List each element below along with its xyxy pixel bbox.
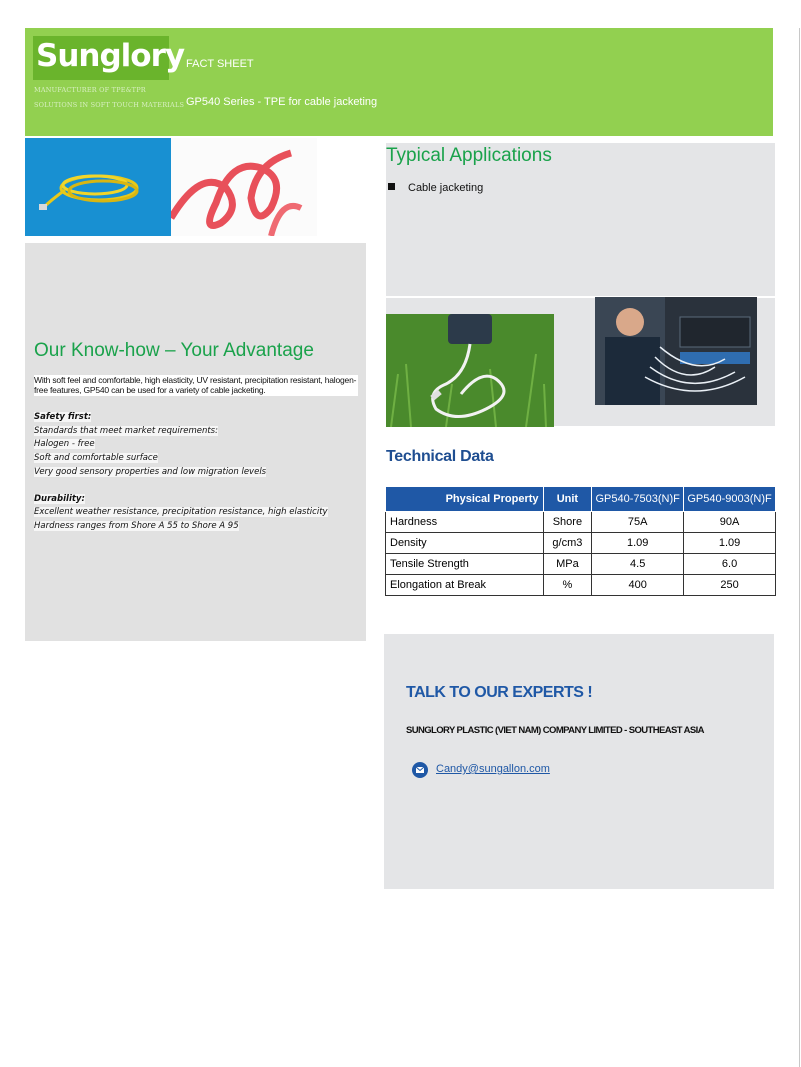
table-header-row xyxy=(386,487,776,512)
bullet-square xyxy=(388,183,395,190)
table-row xyxy=(386,575,776,596)
company-name: SUNGLORY PLASTIC (VIET NAM) COMPANY LIMITED - SOUTHEAST ASIA xyxy=(406,725,704,736)
technical-title: Technical Data xyxy=(386,448,494,465)
property-cell: Elongation at Break xyxy=(386,575,544,596)
safety-item: Very good sensory properties and low migration levels xyxy=(34,467,267,477)
value-cell: 75A xyxy=(592,512,684,533)
unit-cell: MPa xyxy=(543,554,592,575)
safety-item: Soft and comfortable surface xyxy=(34,453,158,463)
knowhow-intro: With soft feel and comfortable, high elasticity, UV resistant, precipitation resistant, halogen-free features, GP540 can be used for a variety of cable jacketing. xyxy=(34,375,357,395)
unit-cell: % xyxy=(543,575,592,596)
network-rack-photo xyxy=(595,297,757,405)
value-cell: 6.0 xyxy=(684,554,776,575)
value-cell: 4.5 xyxy=(592,554,684,575)
red-cable-photo xyxy=(171,138,317,236)
series-title: GP540 Series - TPE for cable jacketing xyxy=(186,96,378,108)
safety-item: Standards that meet market requirements: xyxy=(34,426,218,436)
value-cell: 90A xyxy=(684,512,776,533)
phone-charger-photo xyxy=(386,314,554,427)
email-link[interactable]: Candy@sungallon.com xyxy=(436,763,550,775)
column-header-grade-2: GP540-9003(N)F xyxy=(684,487,776,512)
table-row xyxy=(386,533,776,554)
tagline-2: SOLUTIONS IN SOFT TOUCH MATERIALS xyxy=(34,101,185,109)
unit-cell: g/cm3 xyxy=(543,533,592,554)
technical-table xyxy=(385,486,776,596)
property-cell: Tensile Strength xyxy=(386,554,544,575)
company-logo: Sunglory xyxy=(36,38,185,74)
unit-cell: Shore xyxy=(543,512,592,533)
email-icon xyxy=(412,762,428,778)
column-header-grade-1: GP540-7503(N)F xyxy=(592,487,684,512)
value-cell: 250 xyxy=(684,575,776,596)
column-header-property: Physical Property xyxy=(386,487,544,512)
durability-item: Hardness ranges from Shore A 55 to Shore A 95 xyxy=(34,521,239,531)
contact-panel xyxy=(384,634,774,889)
yellow-cable-photo xyxy=(25,138,171,236)
column-header-unit: Unit xyxy=(543,487,592,512)
knowhow-title: Our Know-how – Your Advantage xyxy=(34,340,314,361)
value-cell: 1.09 xyxy=(684,533,776,554)
property-cell: Hardness xyxy=(386,512,544,533)
contact-title: TALK TO OUR EXPERTS ! xyxy=(406,684,593,701)
safety-item: Halogen - free xyxy=(34,439,95,449)
tagline-1: MANUFACTURER OF TPE&TPR xyxy=(34,86,146,94)
applications-title: Typical Applications xyxy=(386,145,552,166)
safety-title: Safety first: xyxy=(34,412,92,422)
page-border xyxy=(799,28,800,1067)
property-cell: Density xyxy=(386,533,544,554)
durability-title: Durability: xyxy=(34,494,85,504)
table-row xyxy=(386,554,776,575)
value-cell: 400 xyxy=(592,575,684,596)
table-row xyxy=(386,512,776,533)
document-type: FACT SHEET xyxy=(186,58,254,70)
durability-item: Excellent weather resistance, precipitation resistance, high elasticity xyxy=(34,507,328,517)
value-cell: 1.09 xyxy=(592,533,684,554)
application-item: Cable jacketing xyxy=(408,182,484,194)
